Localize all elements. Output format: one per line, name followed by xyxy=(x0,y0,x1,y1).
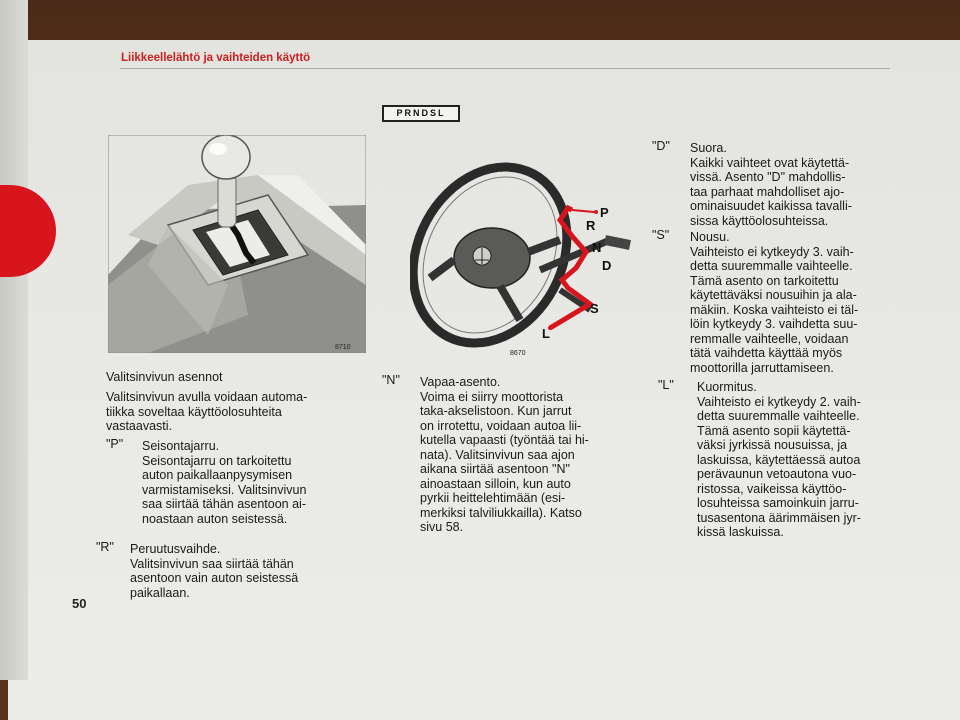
shift-letter-s: S xyxy=(590,301,599,316)
position-mark-p: "P" xyxy=(106,437,124,451)
position-l-description: Kuormitus. Vaihteisto ei kytkeydy 2. vaih- detta suuremmalle vaihteelle. Tämä asento sopii käytettä- väksi jyrkissä nousuissa, ja laskuissa, käytettäessä autoa perävaunun vetoautona vuo- ristossa, vaikeissa käyttöo- losuhteissa samoinkuin jarru- tusasentona äärimmäisen jyr- kissä laskuissa. xyxy=(697,380,861,539)
position-mark-s: "S" xyxy=(652,228,670,242)
selector-console-illustration xyxy=(108,135,366,353)
position-mark-r: "R" xyxy=(96,540,114,554)
position-s-description: Nousu. Vaihteisto ei kytkeydy 3. vaih- detta suuremmalle vaihteelle. Tämä asento on tarkoitettu käytettäväksi nousuihin ja ala- mäkiin. Koska vaihteisto ei täl- löin kytkeydy 3. vaihdetta suu- remmalle vaihteelle, voidaan tätä vaihdetta käyttää myös moottorilla jarruttamiseen. xyxy=(690,230,859,375)
position-mark-l: "L" xyxy=(658,378,674,392)
shift-letter-l: L xyxy=(542,326,550,341)
position-d-description: Suora. Kaikki vaihteet ovat käytettä- vissä. Asento "D" mahdollis- taa parhaat mahdolliset ajo- ominaisuudet kaikissa tavalli- sissa käyttöolosuhteissa. xyxy=(690,141,852,228)
gear-pattern-badge: PRNDSL xyxy=(382,105,460,122)
steering-wheel-illustration xyxy=(410,160,640,360)
position-n-description: Vapaa-asento. Voima ei siirry moottorista taka-akselistoon. Kun jarrut on irrotettu, voidaan autoa lii- kutella vapaasti (työntää tai hi- nata). Valitsinvivun saa ajon aikana siirtää asentoon "N" ainoastaan silloin, kun auto pyrkii heittelehtimään (esi- merkiksi talviliukkailla). Katso sivu 58. xyxy=(420,375,589,534)
page-gutter xyxy=(0,0,28,680)
intro-paragraph: Valitsinvivun avulla voidaan automa- tiikka soveltaa käyttöolosuhteita vastaavasti. xyxy=(106,390,308,433)
figure-number-left: 8710 xyxy=(335,344,351,351)
position-mark-n: "N" xyxy=(382,373,400,387)
position-r-description: Peruutusvaihde. Valitsinvivun saa siirtää tähän asentoon vain auton seistessä paikallaan. xyxy=(130,542,299,600)
shift-letter-d: D xyxy=(602,258,612,273)
position-p-description: Seisontajarru. Seisontajarru on tarkoitettu auton paikallaanpysymisen varmistamiseksi. Valitsinvivun saa siirtää tähän asentoon ai- noastaan auton seistessä. xyxy=(142,439,307,526)
page-header: Liikkeellelähtö ja vaihteiden käyttö xyxy=(121,52,311,64)
figure-number-right: 8670 xyxy=(510,350,526,357)
selector-positions-heading: Valitsinvivun asennot xyxy=(106,370,223,384)
page-number: 50 xyxy=(72,596,87,611)
position-mark-d: "D" xyxy=(652,139,670,153)
shift-letter-r: R xyxy=(586,218,596,233)
shift-letter-n: N xyxy=(592,240,602,255)
header-rule xyxy=(120,68,890,69)
shift-letter-p: P xyxy=(600,205,609,220)
